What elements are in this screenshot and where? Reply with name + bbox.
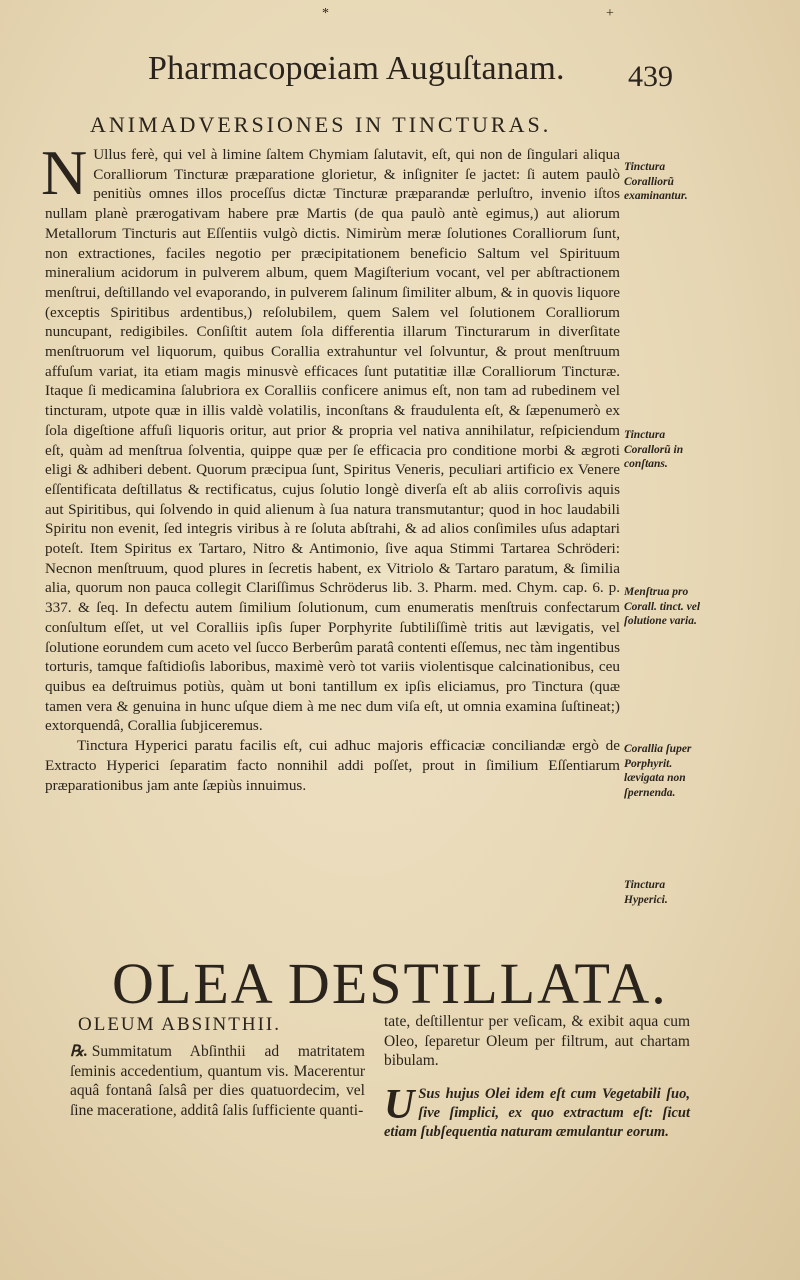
margin-note: Menſtrua pro Corall. tinct. vel ſolutione varia. xyxy=(624,586,701,627)
paragraph-text: Ullus ferè, qui vel à limine ſaltem Chymiam ſalutavit, eſt, qui non de ſingulari aliqua Coralliorum Tincturæ præparatione glorietur, & inſigniter ſe jactet: ſi autem paulò penitiùs omnes illos proceſſus dictæ Tincturæ præparandæ perluſtro, invenio iſtos nullam planè prærogativam habere præ Martis (de qua paulò antè egimus,) aut aliorum Metallorum Tincturis aut Eſſentiis vulgò dictis. Nimirùm meræ ſolutiones Coralliorum ſunt, non extractiones, faciles negotio per præcipitationem beneficio Saltum vel Spirituum mineralium acidorum in pulverem album, quem Magiſterium vocant, vel per abſtractionem menſtrui, deſtillando vel evaporando, in pulverem ſalinum ſimiliter album, & in quovis liquore (exceptis Spiritibus ardentibus,) reſolubilem, quem Salem vel ſolutionem Coralliorum nuncupant, redigibiles. Conſiſtit autem ſola differentia illarum Tincturarum in diverſitate menſtruorum vel liquorum, quibus Corallia extrahuntur vel ſolvuntur, & prout menſtruum affuſum variat, ita etiam magis minusvè efficaces ſunt putatitiæ illæ Coralliorum Tincturæ. Itaque ſi medicamina ſalubriora ex Coralliis conficere animus eſt, non tam ad rubedinem vel tincturam, utpote quæ in illis valdè volatilis, inconſtans & fraudulenta eſt, & ſæpenumerò ex ſola digeſtione affuſi liquoris oritur, aut prior & propria vel nativa annihilatur, reſpiciendum eſt, quàm ad menſtrua ſolventia, quippe quæ per ſe efficacia pro conditione morbi & ægroti eligi & adhiberi debent. Quorum præcipua ſunt, Spiritus Veneris, peculiari artificio ex Venere eſſentificata deſtillatus & rectificatus, cujus ſolutio longè diverſa eſt ab aliis corroſivis aquis aut Spiritibus, qui ſolvendo in quid alienum à ſua natura transmutantur; quod in hoc laudabili Spiritu non evenit, ſed integris viribus à re ſoluta abſtrahi, & ad alios conſimiles uſus adaptari poteſt. Item Spiritus ex Tartaro, Nitro & Antimonio, ſive aqua Stimmi Tartarea Schröderi: Necnon menſtruum, quod plures in ſecretis habent, ex Vitriolo & Tartaro paratum, & ſimilia alia, quorum non pauca collegit Clariſſimus Schröderus lib. 3. Pharm. med. Chym. cap. 6. p. 337. & ſeq. In defectu autem ſimilium ſolutionum, cum enumeratis menſtruis confectarum conſultum eſſet, ut vel Coralliis ipſis ſuper Porphyrite ſubtiliſſimè tritis aut lævigatis, vel ſolutione eorundem cum aceto vel ſucco Berberûm paratâ contenti eſſemus, nec tàm ingentibus torturis, tamque faſtidioſis laboribus, maximè verò tot variis violentisque calcinationibus, ceu quibus ea deſtruimus potiùs, quàm ut boni tantillum ex ipſis eliciamus, pro Tinctura (quæ tamen vera & genuina in hunc uſque diem à me nec dum viſa eſt, ut omnia examina ſuſtineat;) extorquendâ, Corallia ſubjiceremus. xyxy=(45,146,620,735)
oleum-heading: OLEUM ABSINTHII. xyxy=(78,1014,281,1035)
main-text-block xyxy=(41,137,620,795)
running-header-title: Pharmacopœiam Auguſtanam. xyxy=(148,50,565,87)
margin-note: Tinctura Corallorũ in conſtans. xyxy=(624,429,684,470)
top-mark-left: * xyxy=(322,6,329,21)
section-heading: ANIMADVERSIONES IN TINCTURAS. xyxy=(90,112,552,137)
paragraph-hyperici: Tinctura Hyperici paratu facilis eſt, cui adhuc majoris efficaciæ conciliandæ ergò de Extracto Hyperici ſeparatim facto nonnihil addi poſſet, prout in ſimilium Eſſentiarum præparationibus jam ante ſæpiùs innuimus. xyxy=(45,737,620,794)
drop-cap-n: N xyxy=(41,137,88,208)
drop-cap-u: U xyxy=(384,1081,415,1128)
paragraph-tincturae xyxy=(41,137,620,736)
recipe-text-right: tate, deſtillentur per veſicam, & exibit aqua cum Oleo, ſeparetur Oleum per filtrum, aut chartam bibulam. xyxy=(384,1013,690,1069)
margin-note: Corallia ſuper Porphyrit. lævigata non ſpernenda. xyxy=(624,743,692,799)
recipe-symbol: ℞. xyxy=(70,1043,88,1060)
top-mark-right: + xyxy=(606,6,614,21)
recipe-text-left: Summitatum Abſinthii ad matritatem ſeminis accedentium, quantum vis. Macerentur aquâ fontanâ ſalsâ per dies quatuordecim, vel ſine maceratione, additâ ſalis ſufficiente quanti- xyxy=(70,1043,365,1119)
olea-destillata-title: OLEA DESTILLATA. xyxy=(112,951,668,1016)
oleum-recipe-text xyxy=(70,1042,365,1120)
oleum-right-column xyxy=(384,1012,690,1142)
oleum-note xyxy=(384,1081,690,1142)
oleum-note-text: Sus hujus Olei idem eſt cum Vegetabili ſuo, ſive ſimplici, ex quo extractum eſt: ſicut etiam ſubſequentia naturam æmulantur eorum. xyxy=(384,1085,690,1140)
page-number: 439 xyxy=(628,60,673,93)
margin-note: Tinctura Coralliorũ examinantur. xyxy=(624,161,688,202)
oleum-left-column xyxy=(70,1014,365,1120)
margin-note: Tinctura Hyperici. xyxy=(624,879,668,906)
